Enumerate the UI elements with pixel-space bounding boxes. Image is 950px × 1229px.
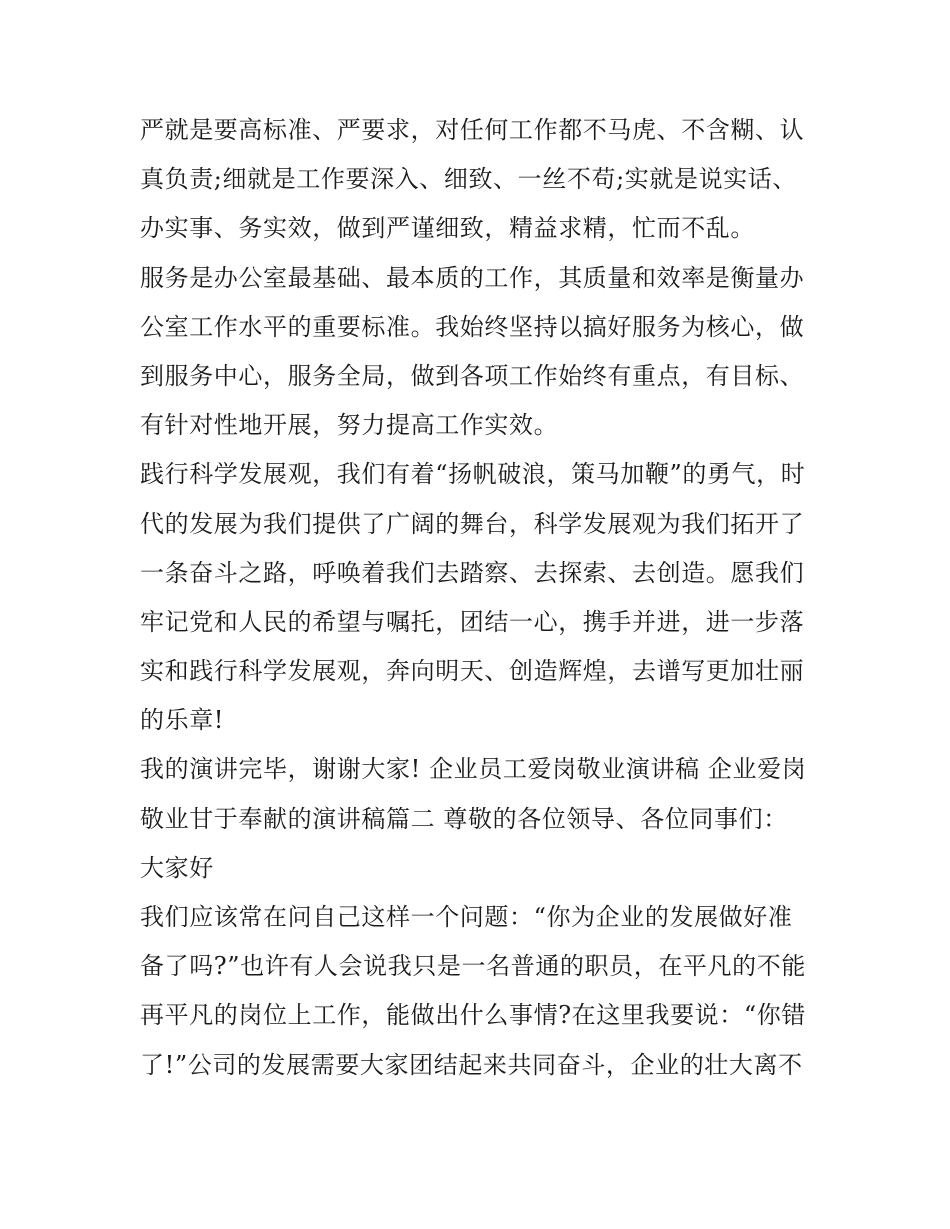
text-line: 有针对性地开展，努力提高工作实效。: [140, 411, 559, 440]
text-line: 服务是办公室最基础、最本质的工作，其质量和效率是衡量办: [140, 263, 805, 292]
text-line: 的乐章!: [140, 706, 225, 735]
text-line: 办实事、务实效，做到严谨细致，精益求精，忙而不乱。: [140, 214, 755, 243]
text-line: 我们应该常在问自己这样一个问题：“你为企业的发展做好准: [140, 903, 793, 931]
text-line: 一条奋斗之路，呼唤着我们去踏察、去探索、去创造。愿我们: [140, 558, 805, 587]
text-line: 我的演讲完毕，谢谢大家! 企业员工爱岗敬业演讲稿 企业爱岗: [140, 755, 807, 784]
text-line: 实和践行科学发展观，奔向明天、创造辉煌，去谱写更加壮丽: [140, 657, 805, 686]
text-line: 再平凡的岗位上工作，能做出什么事情?在这里我要说：“你错: [140, 1001, 806, 1030]
text-line: 牢记党和人民的希望与嘱托，团结一心，携手并进，进一步落: [140, 607, 805, 636]
text-line: 备了吗?”也许有人会说我只是一名普通的职员，在平凡的不能: [140, 952, 806, 981]
text-line: 到服务中心，服务全局，做到各项工作始终有重点，有目标、: [140, 361, 805, 390]
text-line: 公室工作水平的重要标准。我始终坚持以搞好服务为核心，做: [140, 312, 805, 341]
text-line: 代的发展为我们提供了广阔的舞台，科学发展观为我们拓开了: [140, 509, 805, 538]
body-text: [140, 106, 820, 1090]
text-line: 大家好: [140, 853, 214, 882]
text-line: 严就是要高标准、严要求，对任何工作都不马虎、不含糊、认: [140, 116, 805, 144]
text-line: 践行科学发展观，我们有着“扬帆破浪，策马加鞭”的勇气，时: [140, 460, 806, 489]
text-line: 真负责;细就是工作要深入、细致、一丝不苟;实就是说实话、: [140, 165, 797, 194]
text-line: 了!”公司的发展需要大家团结起来共同奋斗，企业的壮大离不: [140, 1050, 803, 1079]
text-line: 敬业甘于奉献的演讲稿篇二 尊敬的各位领导、各位同事们：: [140, 804, 788, 833]
